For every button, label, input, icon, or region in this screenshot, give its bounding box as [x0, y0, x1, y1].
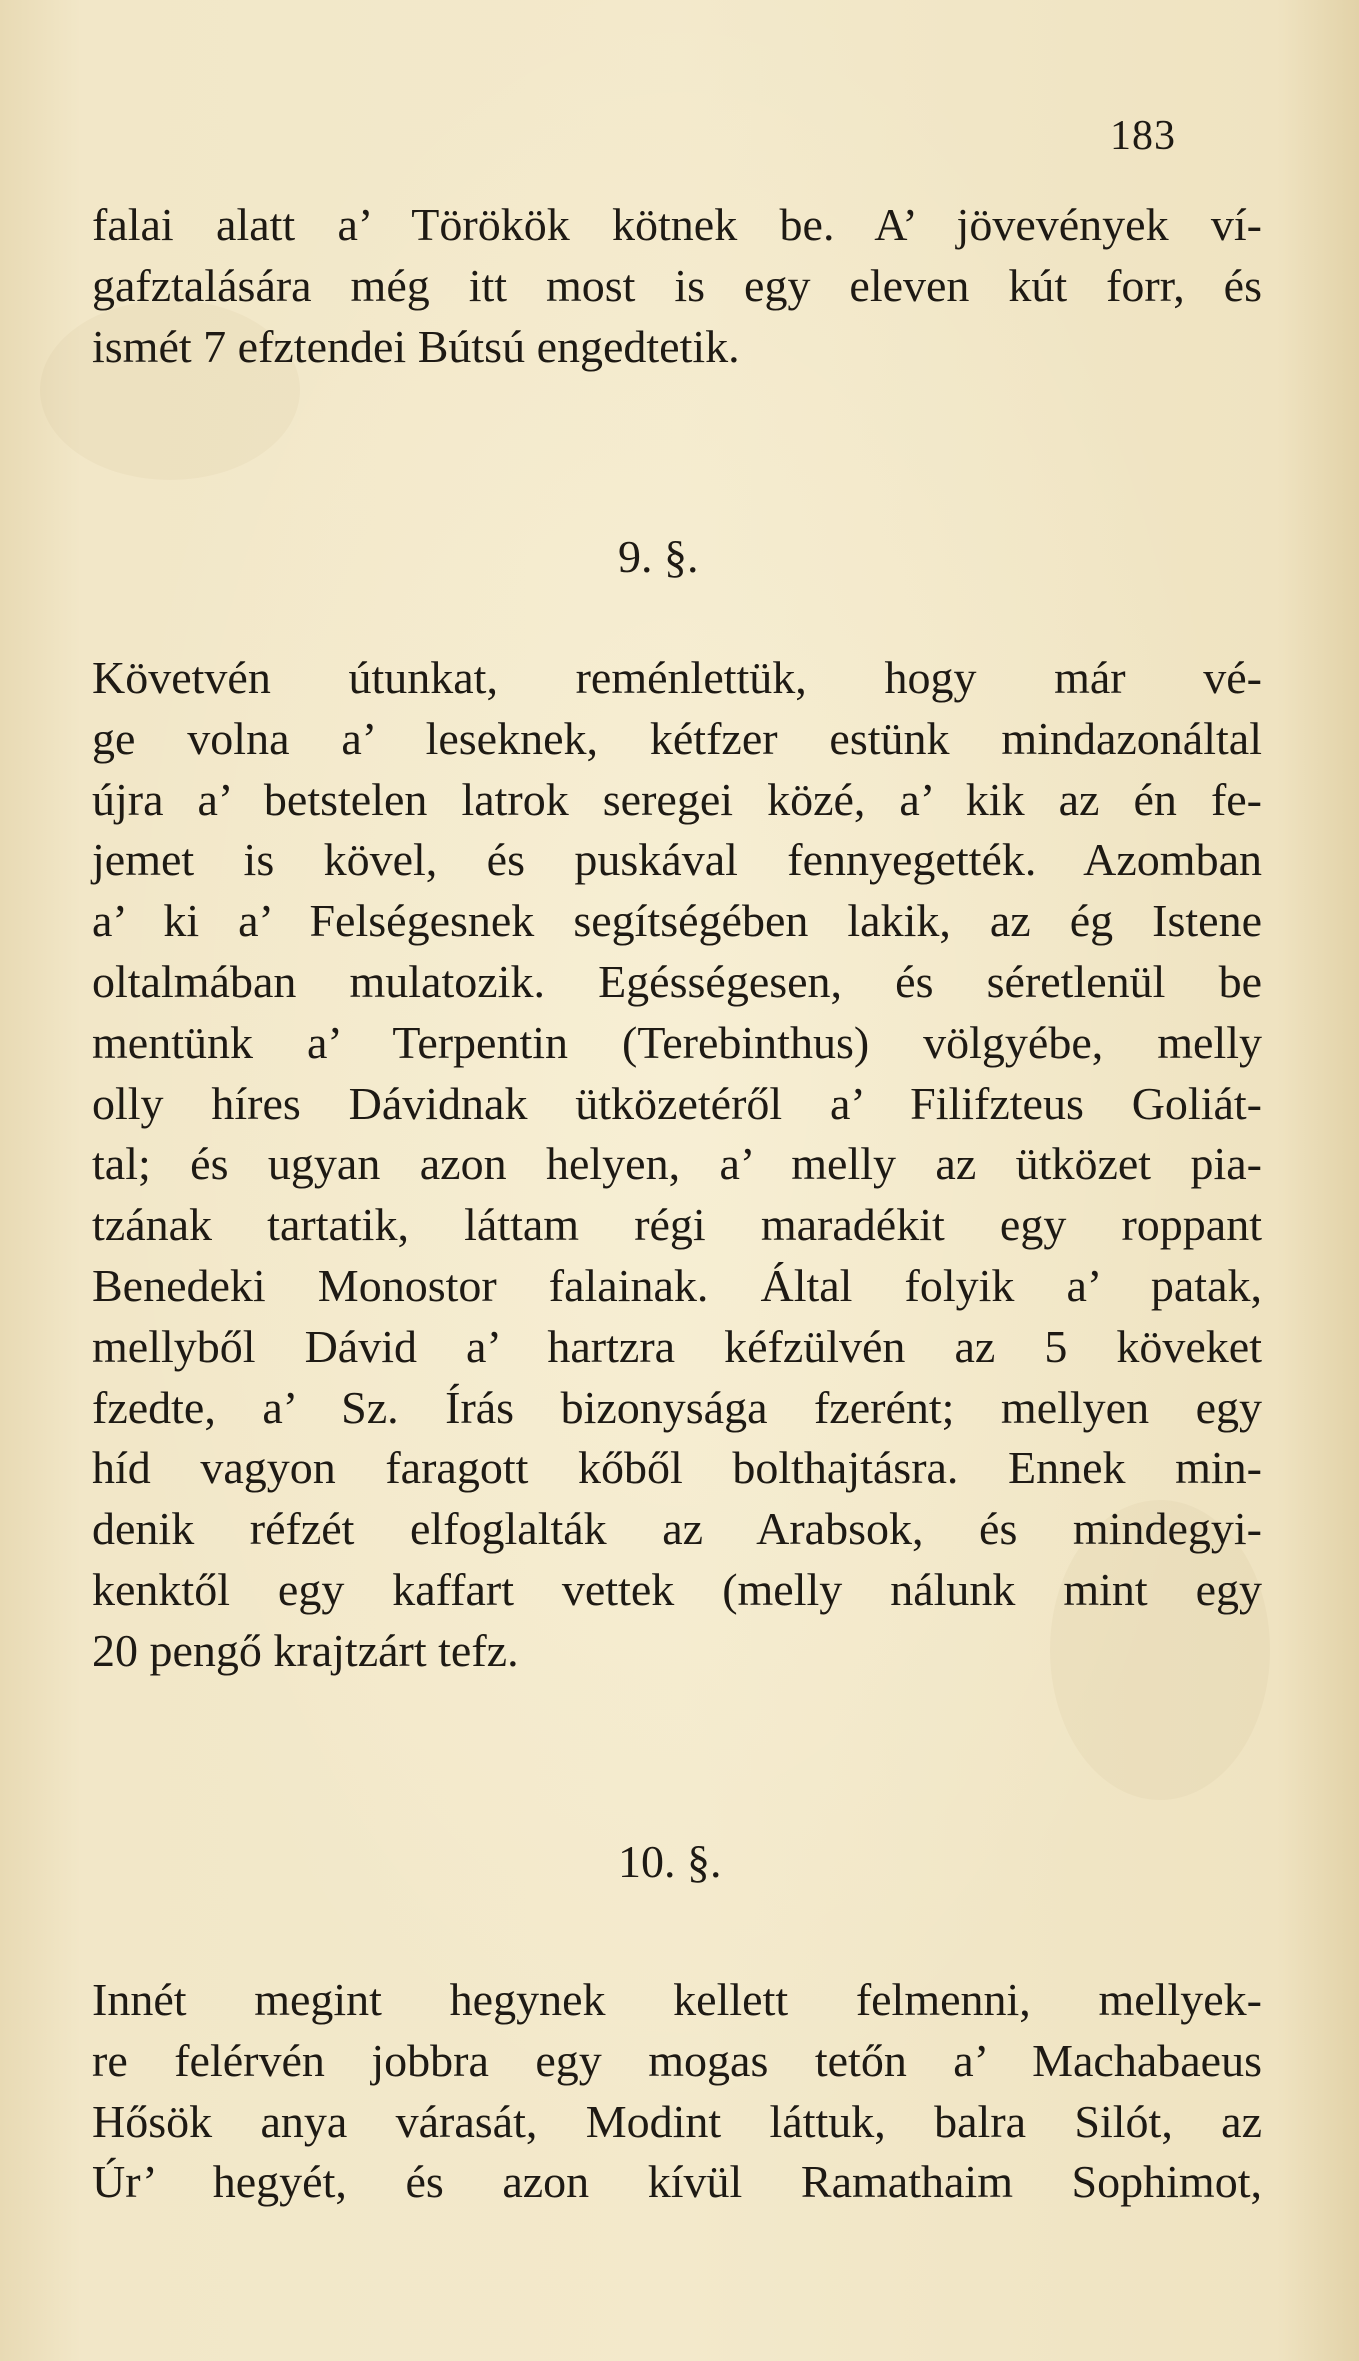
text-line: tzának tartatik, láttam régi maradékit egy roppant: [92, 1199, 1262, 1251]
text-line: mentünk a’ Terpentin (Terebinthus) völgyébe, melly: [92, 1016, 1262, 1068]
text-line: Hősök anya várasát, Modint láttuk, balra Silót, az: [92, 2095, 1262, 2147]
text-line: Benedeki Monostor falainak. Által folyik a’ patak,: [92, 1259, 1262, 1311]
text-line: Követvén útunkat, reménlettük, hogy már vé-: [92, 652, 1262, 703]
text-line: Úr’ hegyét, és azon kívül Ramathaim Sophimot,: [92, 2156, 1262, 2208]
text-line: kenktől egy kaffart vettek (melly nálunk mint egy: [92, 1563, 1262, 1615]
text-line: ismét 7 efztendei Bútsú engedtetik.: [92, 320, 740, 372]
text-line: denik réfzét elfoglalták az Arabsok, és mindegyi-: [92, 1503, 1262, 1555]
text-line: Innét megint hegynek kellett felmenni, mellyek-: [92, 1974, 1262, 2025]
text-line: tal; és ugyan azon helyen, a’ melly az ütközet pia-: [92, 1138, 1262, 1190]
text-line: olly híres Dávidnak ütközetéről a’ Filifzteus Goliát-: [92, 1077, 1262, 1129]
text-line: jemet is kövel, és puskával fennyegették. Azomban: [92, 834, 1262, 886]
text-line: re felérvén jobbra egy mogas tetőn a’ Machabaeus: [92, 2034, 1262, 2086]
section-heading-10: 10. §.: [618, 1836, 722, 1887]
text-line: gafztalására még itt most is egy eleven kút forr, és: [92, 259, 1262, 311]
text-line: a’ ki a’ Felségesnek segítségében lakik, az ég Istene: [92, 895, 1262, 947]
text-line: mellyből Dávid a’ hartzra kéfzülvén az 5 köveket: [92, 1320, 1262, 1372]
text-line: ge volna a’ leseknek, kétfzer estünk mindazonáltal: [92, 712, 1262, 764]
section-heading-9: 9. §.: [618, 531, 699, 582]
text-line: fzedte, a’ Sz. Írás bizonysága fzerént; mellyen egy: [92, 1381, 1262, 1433]
text-line: 20 pengő krajtzárt tefz.: [92, 1624, 519, 1676]
text-line: újra a’ betstelen latrok seregei közé, a’ kik az én fe-: [92, 773, 1262, 825]
text-line: falai alatt a’ Törökök kötnek be. A’ jövevények ví-: [92, 199, 1262, 250]
text-line: híd vagyon faragott kőből bolthajtásra. Ennek min-: [92, 1442, 1262, 1494]
text-line: oltalmában mulatozik. Egésségesen, és séretlenül be: [92, 955, 1262, 1007]
section-9-paragraph: [92, 648, 1262, 1682]
section-10-paragraph: [92, 1970, 1262, 2213]
page-number: 183: [1110, 113, 1176, 159]
intro-paragraph: [92, 195, 1262, 377]
